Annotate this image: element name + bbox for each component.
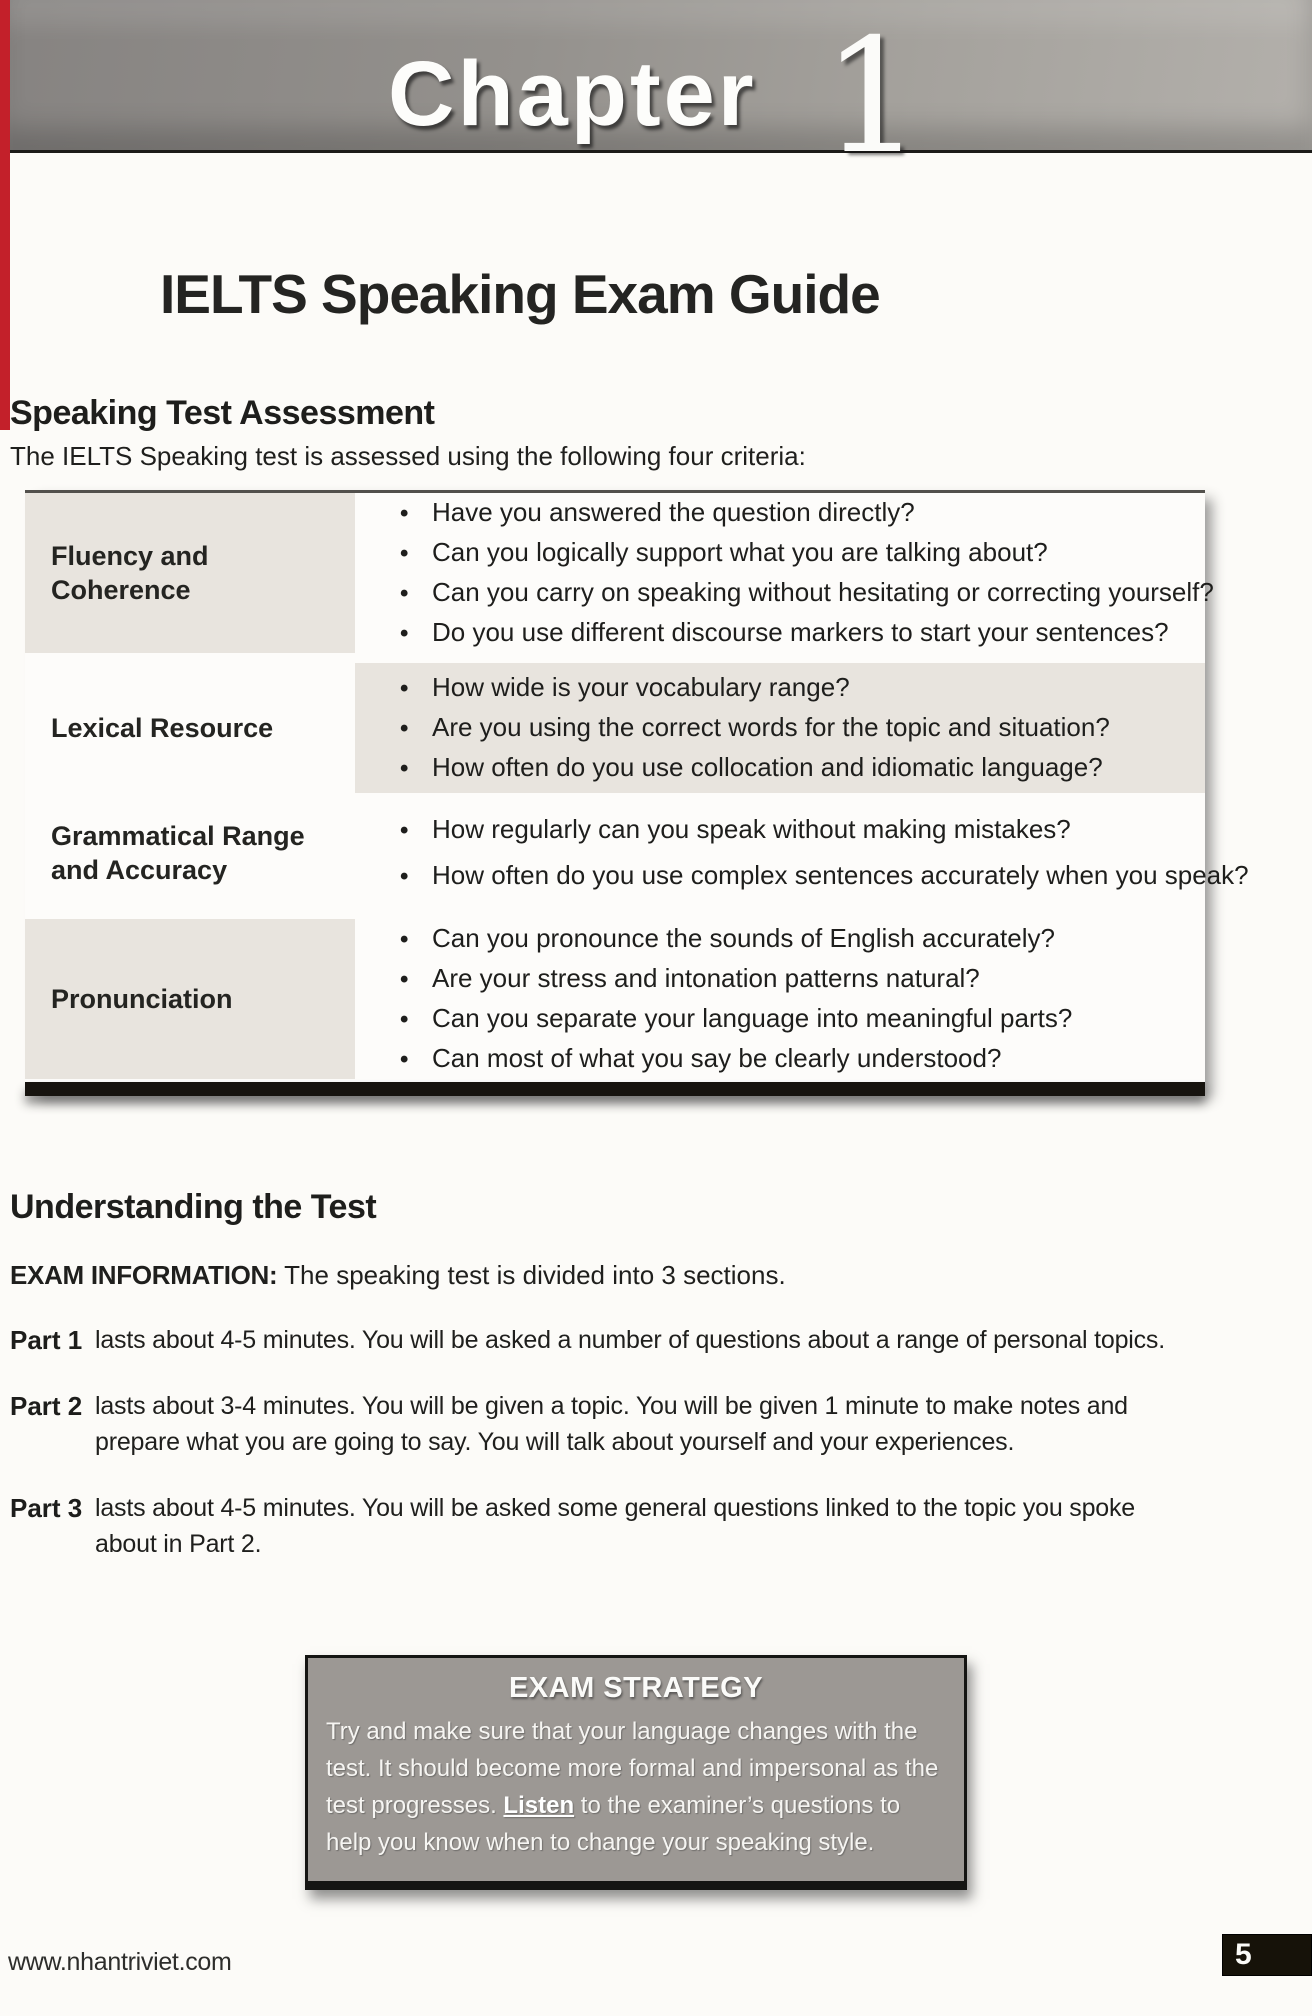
bullet-icon: • <box>400 755 409 782</box>
criterion-name-cell <box>25 663 355 793</box>
criteria-row-fluency-and-coherence <box>25 493 1214 653</box>
question-text: Can most of what you say be clearly understood? <box>432 1043 1002 1073</box>
bullet-icon: • <box>400 620 409 647</box>
part-label: Part 1 <box>10 1325 83 1355</box>
exam-information-label: EXAM INFORMATION: <box>10 1260 278 1290</box>
question-text: How wide is your vocabulary range? <box>432 672 850 702</box>
criterion-name: Fluency and Coherence <box>51 541 209 605</box>
criterion-name: Lexical Resource <box>51 713 274 743</box>
strategy-text-before: Try and make sure that your language changes with the test. It should become more formal and impersonal as the test progresses. <box>326 1718 939 1819</box>
publisher-website: www.nhantriviet.com <box>8 1948 232 1976</box>
page-title: IELTS Speaking Exam Guide <box>160 263 880 325</box>
question-text: Can you carry on speaking without hesitating or correcting yourself? <box>432 577 1214 607</box>
bullet-icon: • <box>400 966 409 993</box>
part-label: Part 2 <box>10 1391 83 1421</box>
strategy-title: EXAM STRATEGY <box>508 1672 764 1704</box>
question-list <box>355 805 1249 901</box>
understanding-heading: Understanding the Test <box>10 1188 377 1226</box>
question-text: How often do you use complex sentences accurately when you speak? <box>432 860 1249 890</box>
bullet-icon: • <box>400 500 409 527</box>
bullet-icon: • <box>400 715 409 742</box>
strategy-text-after: to the examiner’s questions to help you know when to change your speaking style. <box>326 1792 901 1856</box>
test-parts <box>10 1322 1185 1592</box>
criterion-name: Grammatical Range and Accuracy <box>51 821 305 885</box>
question-list <box>355 493 1214 653</box>
chapter-label: Chapter <box>388 43 757 145</box>
bullet-icon: • <box>400 1046 409 1073</box>
question-item <box>400 999 1205 1039</box>
question-list <box>355 919 1205 1079</box>
part-description: lasts about 4-5 minutes. You will be asked a number of questions about a range of personal topics. <box>95 1326 1165 1354</box>
assessment-heading: Speaking Test Assessment <box>10 394 435 432</box>
criteria-table <box>25 490 1249 1096</box>
part-1-row <box>10 1322 1185 1358</box>
table-bottom-border <box>25 1082 1205 1096</box>
exam-information-line <box>10 1260 786 1291</box>
chapter-banner <box>0 0 1312 189</box>
question-item <box>400 533 1214 573</box>
listen-link[interactable]: Listen <box>503 1792 575 1819</box>
question-item <box>400 573 1214 613</box>
question-text: How regularly can you speak without making mistakes? <box>432 814 1071 844</box>
criteria-row-grammatical-range-and-accuracy <box>25 805 1249 901</box>
strategy-text <box>326 1713 946 1861</box>
part-description: lasts about 3-4 minutes. You will be given a topic. You will be given 1 minute to make notes and prepare what you are going to say. You will talk about yourself and your experiences. <box>95 1392 1128 1456</box>
question-item <box>400 748 1205 788</box>
question-item <box>400 919 1205 959</box>
chapter-number: 1 <box>822 5 923 189</box>
part-2-row <box>10 1388 1185 1460</box>
bullet-icon: • <box>400 675 409 702</box>
criterion-name-cell <box>25 805 355 901</box>
bullet-icon: • <box>400 1006 409 1033</box>
part-3-row <box>10 1490 1185 1562</box>
part-label: Part 3 <box>10 1493 83 1523</box>
criterion-name: Pronunciation <box>51 984 233 1014</box>
question-item <box>400 668 1205 708</box>
question-text: Can you separate your language into meaningful parts? <box>432 1003 1073 1033</box>
question-item <box>400 807 1249 853</box>
bullet-icon: • <box>400 580 409 607</box>
question-text: Have you answered the question directly? <box>432 497 915 527</box>
red-edge-stripe <box>0 0 10 430</box>
question-list <box>355 663 1205 793</box>
assessment-intro: The IELTS Speaking test is assessed using the following four criteria: <box>10 441 806 471</box>
page-number-badge <box>1222 1934 1312 1976</box>
criteria-row-pronunciation <box>25 919 1205 1079</box>
question-text: Are you using the correct words for the topic and situation? <box>432 712 1110 742</box>
criterion-name-cell <box>25 493 355 653</box>
bullet-icon: • <box>400 926 409 953</box>
question-text: Can you pronounce the sounds of English accurately? <box>432 923 1055 953</box>
question-item <box>400 708 1205 748</box>
exam-information-text: The speaking test is divided into 3 sections. <box>284 1260 786 1290</box>
question-text: Are your stress and intonation patterns natural? <box>432 963 980 993</box>
question-item <box>400 959 1205 999</box>
bullet-icon: • <box>400 540 409 567</box>
question-item <box>400 853 1249 899</box>
question-text: How often do you use collocation and idiomatic language? <box>432 752 1103 782</box>
page-number: 5 <box>1235 1938 1252 1971</box>
question-item <box>400 613 1214 653</box>
exam-strategy-box <box>305 1655 967 1890</box>
question-text: Do you use different discourse markers to start your sentences? <box>432 617 1169 647</box>
bullet-icon: • <box>400 817 409 844</box>
question-text: Can you logically support what you are talking about? <box>432 537 1048 567</box>
criteria-row-lexical-resource <box>25 663 1205 793</box>
bullet-icon: • <box>400 863 409 890</box>
question-item <box>400 493 1214 533</box>
part-description: lasts about 4-5 minutes. You will be asked some general questions linked to the topic you spoke about in Part 2. <box>95 1494 1135 1558</box>
question-item <box>400 1039 1205 1079</box>
criterion-name-cell <box>25 919 355 1079</box>
